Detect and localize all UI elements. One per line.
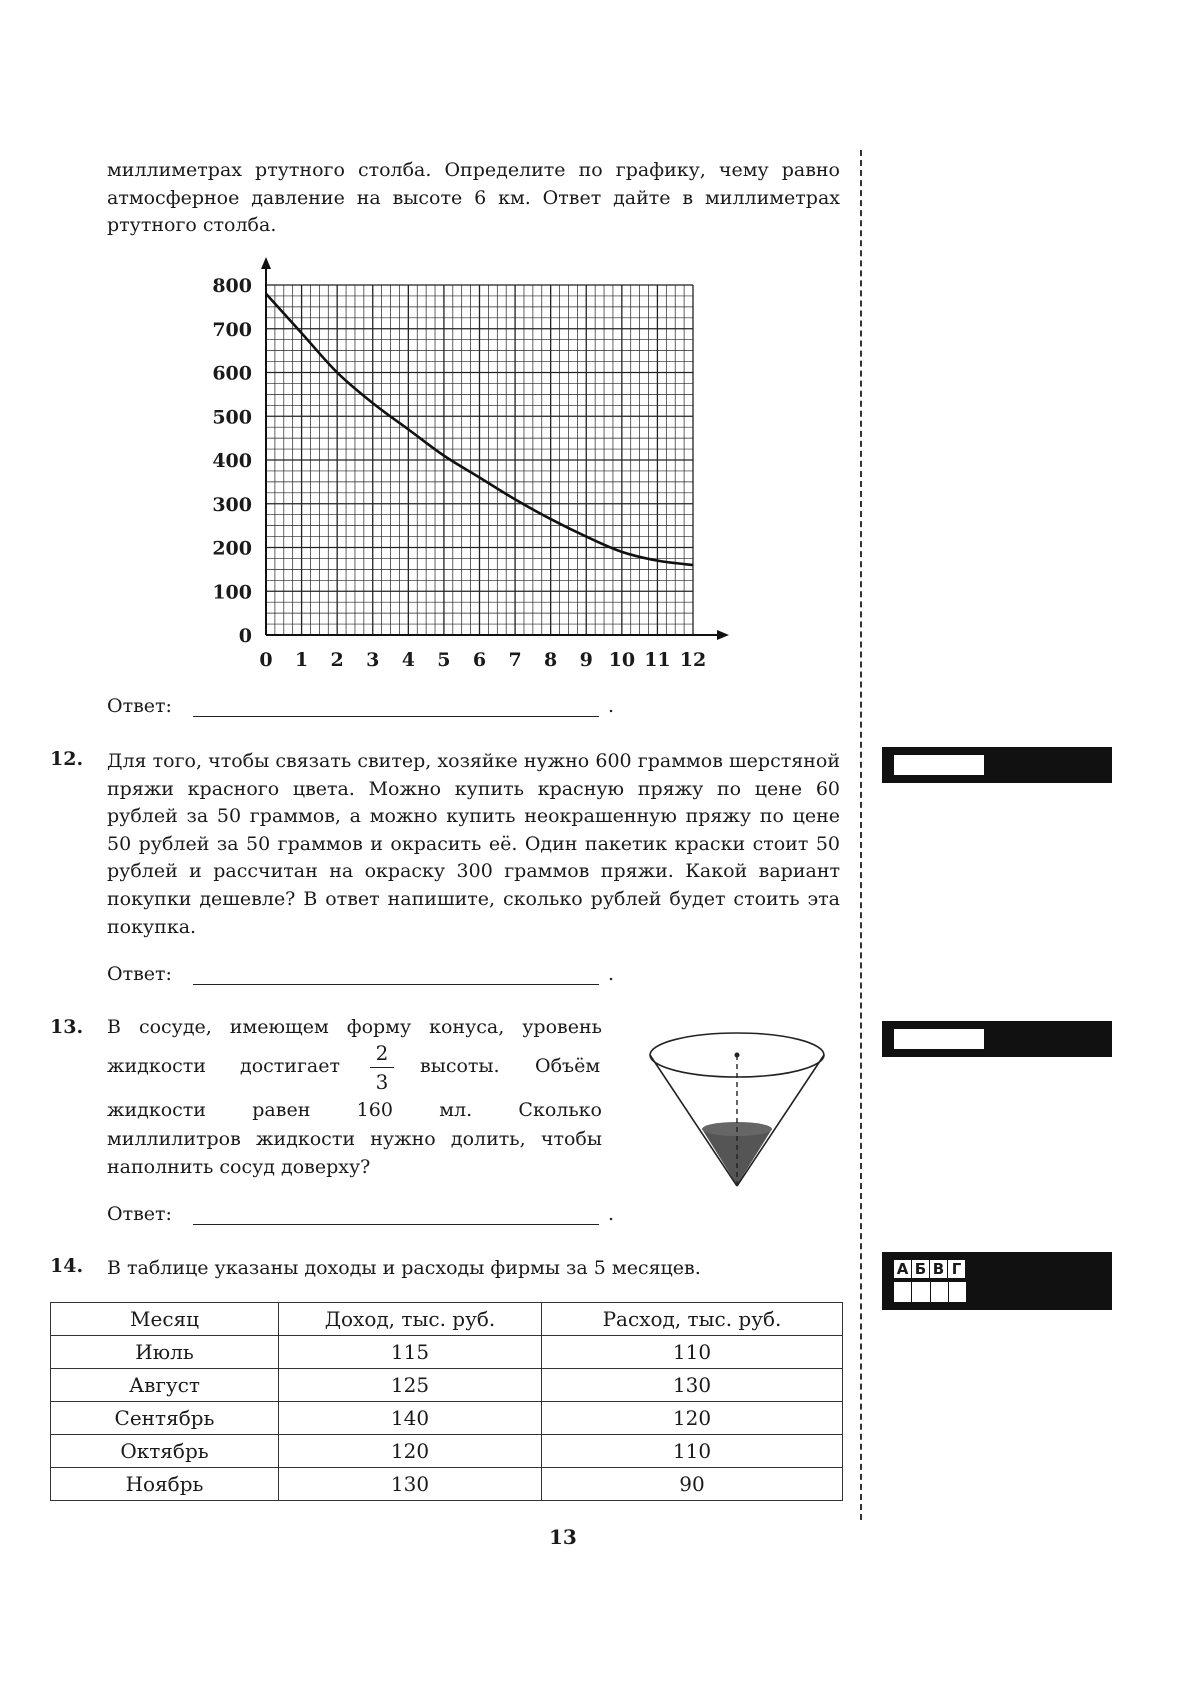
- q11-answer-label: Ответ:: [107, 695, 172, 717]
- cone-apex-dot: [735, 1053, 740, 1058]
- q13-word-d: Объём: [535, 1055, 601, 1077]
- q13-line3: жидкости равен 160 мл. Сколько: [107, 1099, 602, 1121]
- x-tick-label: 1: [294, 649, 309, 671]
- y-tick-label: 700: [212, 318, 252, 341]
- q11-answer-field[interactable]: [193, 716, 599, 717]
- x-tick-label: 4: [401, 649, 415, 671]
- x-tick-label: 9: [579, 649, 593, 671]
- cell-income: 125: [279, 1369, 542, 1402]
- table-row: [51, 1435, 843, 1468]
- y-tick-label: 600: [212, 362, 252, 385]
- q13-frac-bar: [370, 1067, 394, 1068]
- pressure-altitude-chart: [200, 255, 740, 675]
- q13-word-c: высоты.: [420, 1055, 500, 1077]
- y-tick-label: 0: [238, 625, 252, 647]
- q13-answer-dot: .: [608, 1203, 615, 1225]
- header-month: Месяц: [51, 1303, 279, 1336]
- cell-expense: 130: [542, 1369, 843, 1402]
- q12-answer-label: Ответ:: [107, 963, 172, 985]
- y-tick-label: 100: [212, 581, 252, 604]
- q14-slot-g[interactable]: [949, 1282, 966, 1302]
- y-tick-label: 300: [212, 493, 252, 516]
- q11-answer-dot: .: [608, 695, 615, 717]
- cell-month: Июль: [51, 1336, 279, 1369]
- cone-figure: [645, 1028, 830, 1188]
- cell-month: Ноябрь: [51, 1468, 279, 1501]
- q11-text: миллиметрах ртутного столба. Определите по графику, чему равно атмосферное давление на высоте 6 км. Ответ дайте в миллиметрах ртутного столба.: [107, 159, 840, 237]
- q14-letter-a: А: [894, 1260, 912, 1278]
- table-row: [51, 1369, 843, 1402]
- q12-answer-marker: [882, 747, 1112, 783]
- income-expense-table-wrap: [50, 1302, 843, 1501]
- cell-expense: 120: [542, 1402, 843, 1435]
- x-tick-label: 5: [437, 649, 451, 671]
- x-tick-label: 6: [472, 649, 487, 671]
- header-income: Доход, тыс. руб.: [279, 1303, 542, 1336]
- header-expense: Расход, тыс. руб.: [542, 1303, 843, 1336]
- table-row: [51, 1468, 843, 1501]
- q13-frac-den: 3: [375, 1070, 389, 1094]
- q12-number: 12.: [50, 748, 84, 770]
- cell-month: Октябрь: [51, 1435, 279, 1468]
- y-tick-label: 400: [212, 450, 252, 472]
- x-tick-label: 0: [259, 649, 273, 671]
- q14-letter-b: Б: [912, 1260, 930, 1278]
- x-tick-label: 11: [644, 649, 671, 671]
- q14-letter-boxes: [894, 1260, 965, 1278]
- q12-answer-field[interactable]: [193, 984, 599, 985]
- x-axis-arrow: [717, 630, 729, 640]
- cell-month: Август: [51, 1369, 279, 1402]
- q13-fraction: [370, 1041, 394, 1094]
- cell-income: 115: [279, 1336, 542, 1369]
- cut-line: [860, 150, 862, 1520]
- x-tick-label: 2: [330, 649, 344, 671]
- q13-frac-num: 2: [375, 1041, 389, 1065]
- q13-word-b: достигает: [240, 1055, 340, 1077]
- q13-line4: миллилитров жидкости нужно долить, чтобы наполнить сосуд доверху?: [107, 1128, 602, 1178]
- q14-slot-b[interactable]: [912, 1282, 930, 1302]
- cell-expense: 90: [542, 1468, 843, 1501]
- q12-answer-dot: .: [608, 963, 615, 985]
- table-row: [51, 1402, 843, 1435]
- income-expense-table: [50, 1302, 843, 1501]
- table-header-row: [51, 1303, 843, 1336]
- q13-number: 13.: [50, 1016, 84, 1038]
- q12-marker-slot: [894, 755, 984, 775]
- q13-line1: В сосуде, имеющем форму конуса, уровень: [107, 1016, 602, 1038]
- cell-expense: 110: [542, 1435, 843, 1468]
- q14-answer-marker: [882, 1252, 1112, 1310]
- y-tick-label: 200: [212, 537, 252, 560]
- q14-answer-slots[interactable]: [894, 1282, 966, 1302]
- x-tick-label: 10: [608, 649, 636, 671]
- q13-word-a: жидкости: [107, 1055, 206, 1077]
- y-axis-arrow: [261, 257, 271, 269]
- q13-answer-marker: [882, 1021, 1112, 1057]
- cell-income: 140: [279, 1402, 542, 1435]
- q14-text: В таблице указаны доходы и расходы фирмы за 5 месяцев.: [107, 1257, 701, 1279]
- q12-text: Для того, чтобы связать свитер, хозяйке нужно 600 граммов шерстяной пряжи красного цвета. Можно купить красную пряжу по цене 60 рублей за 50 граммов, а можно купить неокрашенную пряжу по цене 50 рублей за 50 граммов и окрасить её. Один пакетик краски стоит 50 рублей и рассчитан на окраску 300 граммов пряжи. Какой вариант покупки дешевле? В ответ напишите, сколько рублей будет стоить эта покупка.: [107, 750, 840, 938]
- x-tick-label: 7: [508, 649, 522, 671]
- cell-income: 130: [279, 1468, 542, 1501]
- cell-month: Сентябрь: [51, 1402, 279, 1435]
- cell-expense: 110: [542, 1336, 843, 1369]
- y-tick-label: 500: [212, 406, 252, 429]
- page-number: 13: [549, 1525, 577, 1549]
- q14-letter-g: Г: [951, 1260, 962, 1278]
- x-tick-label: 8: [544, 649, 558, 671]
- q13-answer-label: Ответ:: [107, 1203, 172, 1225]
- x-tick-label: 3: [366, 649, 380, 671]
- cell-income: 120: [279, 1435, 542, 1468]
- q14-letter-v: В: [930, 1260, 948, 1278]
- q13-marker-slot: [894, 1029, 984, 1049]
- y-tick-label: 800: [212, 275, 252, 297]
- q14-slot-v[interactable]: [931, 1282, 949, 1302]
- table-row: [51, 1336, 843, 1369]
- q14-slot-a[interactable]: [894, 1282, 912, 1302]
- q14-number: 14.: [50, 1255, 84, 1277]
- x-tick-label: 12: [679, 649, 707, 671]
- q13-answer-field[interactable]: [193, 1224, 599, 1225]
